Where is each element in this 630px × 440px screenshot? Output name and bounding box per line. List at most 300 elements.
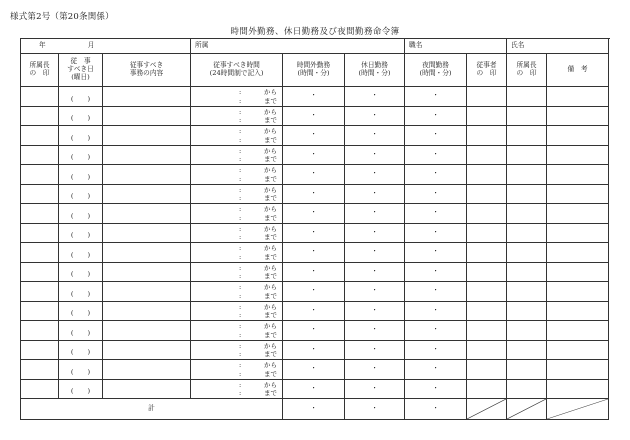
approver-seal-cell[interactable] <box>21 87 59 107</box>
approver-seal-cell[interactable] <box>21 106 59 126</box>
night-cell[interactable] <box>405 301 467 321</box>
total-overtime-dot: ・ <box>310 404 317 413</box>
night-dot: ・ <box>432 266 439 275</box>
holiday-cell[interactable] <box>345 321 405 341</box>
chief-seal-cell[interactable] <box>507 301 547 321</box>
work-content-cell[interactable] <box>103 145 191 165</box>
approver-seal-cell[interactable] <box>21 321 59 341</box>
day-cell[interactable] <box>59 126 103 146</box>
day-cell[interactable] <box>59 145 103 165</box>
worker-seal-cell[interactable] <box>467 379 507 399</box>
approver-seal-cell[interactable] <box>21 360 59 380</box>
time-cell[interactable] <box>191 282 283 302</box>
col-chief-seal <box>507 54 547 87</box>
day-cell[interactable] <box>59 282 103 302</box>
affiliation-cell[interactable] <box>191 39 405 54</box>
approver-seal-cell[interactable] <box>21 243 59 263</box>
total-night-cell[interactable] <box>405 399 467 420</box>
night-dot: ・ <box>432 305 439 314</box>
overtime-cell[interactable] <box>283 243 345 263</box>
chief-seal-cell[interactable] <box>507 360 547 380</box>
night-dot: ・ <box>432 325 439 334</box>
holiday-cell[interactable] <box>345 282 405 302</box>
chief-seal-cell[interactable] <box>507 106 547 126</box>
night-dot: ・ <box>432 247 439 256</box>
holiday-cell[interactable] <box>345 126 405 146</box>
time-colon: : <box>239 252 242 261</box>
day-cell[interactable] <box>59 243 103 263</box>
worker-seal-cell[interactable] <box>467 223 507 243</box>
time-colon: : <box>239 389 242 397</box>
time-cell[interactable] <box>191 204 283 224</box>
approver-seal-cell[interactable] <box>21 282 59 302</box>
night-cell[interactable] <box>405 184 467 204</box>
to-label: まで <box>264 213 278 222</box>
worker-seal-cell[interactable] <box>467 87 507 107</box>
chief-seal-cell[interactable] <box>507 243 547 263</box>
remarks-cell[interactable] <box>547 223 609 243</box>
col-overtime-line2: (時間・分) <box>297 69 330 77</box>
work-content-cell[interactable] <box>103 223 191 243</box>
table-row <box>21 223 609 243</box>
night-cell[interactable] <box>405 340 467 360</box>
overtime-dot: ・ <box>310 227 317 236</box>
remarks-cell[interactable] <box>547 340 609 360</box>
to-label: まで <box>264 272 278 280</box>
remarks-cell[interactable] <box>547 379 609 399</box>
from-label: から <box>264 341 278 350</box>
total-holiday-cell[interactable] <box>345 399 405 420</box>
holiday-cell[interactable] <box>345 243 405 263</box>
day-close-paren: ) <box>87 114 91 123</box>
overtime-cell[interactable] <box>283 184 345 204</box>
overtime-cell[interactable] <box>283 106 345 126</box>
holiday-cell[interactable] <box>345 165 405 185</box>
time-cell[interactable] <box>191 243 283 263</box>
holiday-cell[interactable] <box>345 262 405 282</box>
approver-seal-cell[interactable] <box>21 262 59 282</box>
day-cell[interactable] <box>59 165 103 185</box>
worker-seal-cell[interactable] <box>467 145 507 165</box>
time-colon: : <box>239 127 242 135</box>
overtime-cell[interactable] <box>283 321 345 341</box>
holiday-dot: ・ <box>371 110 378 119</box>
holiday-dot: ・ <box>371 91 378 100</box>
day-open-paren: ( <box>70 94 74 103</box>
time-cell[interactable] <box>191 360 283 380</box>
night-cell[interactable] <box>405 360 467 380</box>
holiday-cell[interactable] <box>345 223 405 243</box>
worker-seal-cell[interactable] <box>467 126 507 146</box>
night-cell[interactable] <box>405 204 467 224</box>
time-cell[interactable] <box>191 223 283 243</box>
from-label: から <box>264 380 278 389</box>
chief-seal-cell[interactable] <box>507 321 547 341</box>
to-label: まで <box>264 174 278 183</box>
name-cell[interactable] <box>507 39 609 54</box>
day-open-paren: ( <box>70 250 74 259</box>
time-colon: : <box>239 185 242 194</box>
day-cell[interactable] <box>59 106 103 126</box>
holiday-dot: ・ <box>371 325 378 334</box>
overtime-cell[interactable] <box>283 340 345 360</box>
night-cell[interactable] <box>405 243 467 263</box>
table-row <box>21 204 609 224</box>
day-close-paren: ) <box>87 231 91 240</box>
remarks-cell[interactable] <box>547 126 609 146</box>
holiday-cell[interactable] <box>345 106 405 126</box>
worker-seal-cell[interactable] <box>467 340 507 360</box>
time-colon: : <box>239 322 242 330</box>
work-content-cell[interactable] <box>103 165 191 185</box>
affiliation-label: 所属 <box>195 41 209 50</box>
col-approver-seal-line1: 所属長 <box>29 61 50 70</box>
night-cell[interactable] <box>405 379 467 399</box>
post-label: 職名 <box>409 41 423 50</box>
day-close-paren: ) <box>87 211 91 220</box>
work-content-cell[interactable] <box>103 360 191 380</box>
table-row <box>21 243 609 263</box>
table-row <box>21 340 609 360</box>
remarks-cell[interactable] <box>547 204 609 224</box>
work-content-cell[interactable] <box>103 282 191 302</box>
worker-seal-cell[interactable] <box>467 282 507 302</box>
time-cell[interactable] <box>191 301 283 321</box>
holiday-dot: ・ <box>371 247 378 256</box>
time-colon: : <box>239 380 242 389</box>
total-holiday-dot: ・ <box>371 404 378 413</box>
day-close-paren: ) <box>87 309 91 318</box>
work-content-cell[interactable] <box>103 87 191 107</box>
work-content-cell[interactable] <box>103 184 191 204</box>
overtime-cell[interactable] <box>283 145 345 165</box>
remarks-cell[interactable] <box>547 262 609 282</box>
col-holiday-line2: (時間・分) <box>358 69 391 77</box>
work-content-cell[interactable] <box>103 243 191 263</box>
overtime-cell[interactable] <box>283 126 345 146</box>
col-time-line1: 従事すべき時間 <box>213 61 260 70</box>
night-cell[interactable] <box>405 262 467 282</box>
time-colon: : <box>239 96 242 105</box>
table-row <box>21 106 609 126</box>
night-dot: ・ <box>432 130 439 139</box>
holiday-cell[interactable] <box>345 301 405 321</box>
col-holiday <box>345 54 405 87</box>
time-cell[interactable] <box>191 340 283 360</box>
day-open-paren: ( <box>70 153 74 162</box>
approver-seal-cell[interactable] <box>21 126 59 146</box>
col-night-line1: 夜間勤務 <box>422 61 449 70</box>
chief-seal-cell[interactable] <box>507 204 547 224</box>
col-chief-seal-line2: の 印 <box>516 69 537 77</box>
time-colon: : <box>239 244 242 252</box>
time-cell[interactable] <box>191 126 283 146</box>
remarks-cell[interactable] <box>547 243 609 263</box>
time-colon: : <box>239 107 242 116</box>
overtime-dot: ・ <box>310 364 317 373</box>
chief-seal-cell[interactable] <box>507 379 547 399</box>
night-dot: ・ <box>432 110 439 119</box>
day-close-paren: ) <box>87 192 91 201</box>
from-label: から <box>264 88 278 96</box>
from-label: から <box>264 146 278 155</box>
time-cell[interactable] <box>191 379 283 399</box>
worker-seal-cell[interactable] <box>467 301 507 321</box>
work-content-cell[interactable] <box>103 106 191 126</box>
worker-seal-cell[interactable] <box>467 262 507 282</box>
col-approver-seal <box>21 54 59 87</box>
time-colon: : <box>239 369 242 378</box>
worker-seal-cell[interactable] <box>467 165 507 185</box>
time-colon: : <box>239 224 242 233</box>
col-work-line1: 従事すべき <box>129 61 164 70</box>
worker-seal-cell[interactable] <box>467 204 507 224</box>
form-reference: 様式第2号（第20条関係） <box>10 12 114 22</box>
night-cell[interactable] <box>405 145 467 165</box>
from-label: から <box>264 322 278 330</box>
approver-seal-cell[interactable] <box>21 184 59 204</box>
remarks-cell[interactable] <box>547 184 609 204</box>
day-cell[interactable] <box>59 340 103 360</box>
total-chief-seal-void <box>507 399 547 420</box>
day-open-paren: ( <box>70 211 74 220</box>
day-close-paren: ) <box>87 328 91 337</box>
overtime-dot: ・ <box>310 149 317 158</box>
overtime-cell[interactable] <box>283 87 345 107</box>
table-row <box>21 184 609 204</box>
time-colon: : <box>239 166 242 174</box>
time-cell[interactable] <box>191 87 283 107</box>
time-cell[interactable] <box>191 165 283 185</box>
time-colon: : <box>239 233 242 241</box>
day-close-paren: ) <box>87 387 91 396</box>
day-close-paren: ) <box>87 133 91 142</box>
diagonal-line <box>547 399 608 419</box>
table-row <box>21 360 609 380</box>
night-cell[interactable] <box>405 106 467 126</box>
chief-seal-cell[interactable] <box>507 126 547 146</box>
to-label: まで <box>264 233 278 241</box>
remarks-cell[interactable] <box>547 301 609 321</box>
holiday-dot: ・ <box>371 305 378 314</box>
to-label: まで <box>264 311 278 319</box>
chief-seal-cell[interactable] <box>507 87 547 107</box>
col-work <box>103 54 191 87</box>
night-dot: ・ <box>432 364 439 373</box>
overtime-dot: ・ <box>310 383 317 392</box>
day-cell[interactable] <box>59 360 103 380</box>
work-content-cell[interactable] <box>103 301 191 321</box>
holiday-dot: ・ <box>371 149 378 158</box>
month-label: 月 <box>87 41 95 50</box>
diagonal-line <box>467 399 506 419</box>
time-colon: : <box>239 350 242 358</box>
table-row <box>21 145 609 165</box>
time-colon: : <box>239 213 242 222</box>
time-colon: : <box>239 88 242 96</box>
approver-seal-cell[interactable] <box>21 223 59 243</box>
from-label: から <box>264 127 278 135</box>
from-label: から <box>264 107 278 116</box>
post-cell[interactable] <box>405 39 507 54</box>
total-label: 計 <box>148 404 155 413</box>
overtime-cell[interactable] <box>283 301 345 321</box>
day-open-paren: ( <box>70 172 74 181</box>
chief-seal-cell[interactable] <box>507 145 547 165</box>
col-worker-seal-line2: の 印 <box>476 69 497 77</box>
overtime-dot: ・ <box>310 188 317 197</box>
chief-seal-cell[interactable] <box>507 340 547 360</box>
col-chief-seal-line1: 所属長 <box>516 61 537 70</box>
approver-seal-cell[interactable] <box>21 301 59 321</box>
form-title: 時間外勤務、休日勤務及び夜間勤務命令簿 <box>230 27 400 37</box>
approver-seal-cell[interactable] <box>21 379 59 399</box>
night-dot: ・ <box>432 344 439 353</box>
chief-seal-cell[interactable] <box>507 282 547 302</box>
worker-seal-cell[interactable] <box>467 184 507 204</box>
approver-seal-cell[interactable] <box>21 165 59 185</box>
chief-seal-cell[interactable] <box>507 165 547 185</box>
overtime-cell[interactable] <box>283 204 345 224</box>
overtime-dot: ・ <box>310 169 317 178</box>
total-overtime-cell[interactable] <box>283 399 345 420</box>
time-cell[interactable] <box>191 184 283 204</box>
time-colon: : <box>239 116 242 124</box>
overtime-dot: ・ <box>310 91 317 100</box>
time-cell[interactable] <box>191 321 283 341</box>
holiday-cell[interactable] <box>345 184 405 204</box>
chief-seal-cell[interactable] <box>507 184 547 204</box>
worker-seal-cell[interactable] <box>467 243 507 263</box>
holiday-cell[interactable] <box>345 379 405 399</box>
work-content-cell[interactable] <box>103 379 191 399</box>
col-day-line3: (曜日) <box>71 72 90 81</box>
holiday-cell[interactable] <box>345 87 405 107</box>
worker-seal-cell[interactable] <box>467 106 507 126</box>
day-cell[interactable] <box>59 321 103 341</box>
from-label: から <box>264 302 278 311</box>
night-cell[interactable] <box>405 223 467 243</box>
time-colon: : <box>239 155 242 163</box>
to-label: まで <box>264 330 278 339</box>
remarks-cell[interactable] <box>547 282 609 302</box>
time-cell[interactable] <box>191 106 283 126</box>
overtime-dot: ・ <box>310 266 317 275</box>
night-cell[interactable] <box>405 165 467 185</box>
work-content-cell[interactable] <box>103 126 191 146</box>
night-cell[interactable] <box>405 282 467 302</box>
remarks-cell[interactable] <box>547 165 609 185</box>
table-row <box>21 87 609 107</box>
holiday-dot: ・ <box>371 383 378 392</box>
diagonal-line <box>507 399 546 419</box>
time-cell[interactable] <box>191 262 283 282</box>
day-cell[interactable] <box>59 204 103 224</box>
total-worker-seal-void <box>467 399 507 420</box>
day-close-paren: ) <box>87 94 91 103</box>
overtime-cell[interactable] <box>283 282 345 302</box>
night-cell[interactable] <box>405 126 467 146</box>
from-label: から <box>264 166 278 174</box>
night-cell[interactable] <box>405 87 467 107</box>
table-row <box>21 126 609 146</box>
holiday-cell[interactable] <box>345 145 405 165</box>
holiday-dot: ・ <box>371 169 378 178</box>
day-open-paren: ( <box>70 387 74 396</box>
night-dot: ・ <box>432 149 439 158</box>
day-cell[interactable] <box>59 184 103 204</box>
worker-seal-cell[interactable] <box>467 321 507 341</box>
holiday-dot: ・ <box>371 208 378 217</box>
holiday-cell[interactable] <box>345 360 405 380</box>
remarks-cell[interactable] <box>547 106 609 126</box>
overtime-cell[interactable] <box>283 262 345 282</box>
day-cell[interactable] <box>59 379 103 399</box>
col-remarks-label: 備 考 <box>567 65 588 74</box>
to-label: まで <box>264 194 278 202</box>
holiday-dot: ・ <box>371 344 378 353</box>
day-cell[interactable] <box>59 301 103 321</box>
holiday-cell[interactable] <box>345 340 405 360</box>
approver-seal-cell[interactable] <box>21 145 59 165</box>
remarks-cell[interactable] <box>547 87 609 107</box>
overtime-cell[interactable] <box>283 223 345 243</box>
night-cell[interactable] <box>405 321 467 341</box>
day-close-paren: ) <box>87 367 91 376</box>
col-time <box>191 54 283 87</box>
worker-seal-cell[interactable] <box>467 360 507 380</box>
day-close-paren: ) <box>87 250 91 259</box>
remarks-cell[interactable] <box>547 321 609 341</box>
chief-seal-cell[interactable] <box>507 223 547 243</box>
header-row-1 <box>21 39 609 54</box>
overtime-cell[interactable] <box>283 165 345 185</box>
day-open-paren: ( <box>70 367 74 376</box>
year-month-cell[interactable] <box>21 39 191 54</box>
work-content-cell[interactable] <box>103 204 191 224</box>
col-day-line2: すべき日 <box>67 65 94 74</box>
day-cell[interactable] <box>59 87 103 107</box>
day-open-paren: ( <box>70 328 74 337</box>
day-open-paren: ( <box>70 114 74 123</box>
night-dot: ・ <box>432 286 439 295</box>
to-label: まで <box>264 135 278 144</box>
night-dot: ・ <box>432 91 439 100</box>
time-cell[interactable] <box>191 145 283 165</box>
overtime-dot: ・ <box>310 247 317 256</box>
work-content-cell[interactable] <box>103 321 191 341</box>
from-label: から <box>264 244 278 252</box>
overtime-cell[interactable] <box>283 379 345 399</box>
night-dot: ・ <box>432 169 439 178</box>
overtime-cell[interactable] <box>283 360 345 380</box>
day-open-paren: ( <box>70 133 74 142</box>
day-close-paren: ) <box>87 172 91 181</box>
day-cell[interactable] <box>59 262 103 282</box>
work-content-cell[interactable] <box>103 262 191 282</box>
approver-seal-cell[interactable] <box>21 204 59 224</box>
work-content-cell[interactable] <box>103 340 191 360</box>
approver-seal-cell[interactable] <box>21 340 59 360</box>
remarks-cell[interactable] <box>547 145 609 165</box>
day-cell[interactable] <box>59 223 103 243</box>
remarks-cell[interactable] <box>547 360 609 380</box>
holiday-cell[interactable] <box>345 204 405 224</box>
col-approver-seal-line2: の 印 <box>29 69 50 77</box>
overtime-dot: ・ <box>310 208 317 217</box>
col-worker-seal <box>467 54 507 87</box>
chief-seal-cell[interactable] <box>507 262 547 282</box>
